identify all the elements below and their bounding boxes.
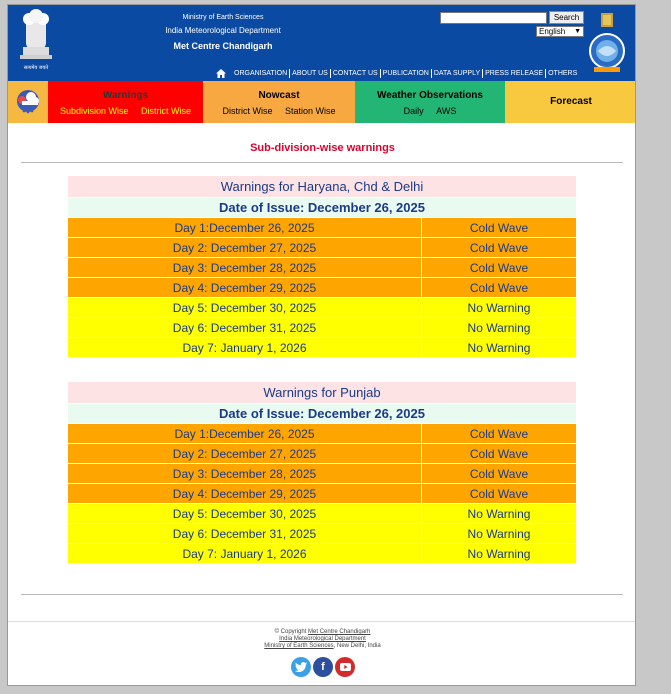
nav-press-release[interactable]: PRESS RELEASE — [483, 69, 546, 78]
menu-nowcast-title[interactable]: Nowcast — [258, 90, 300, 101]
day-cell: Day 5: December 30, 2025 — [68, 504, 422, 524]
warnings-table-punjab — [67, 381, 577, 564]
table-row — [68, 258, 577, 278]
ministry-name: Ministry of Earth Sciences — [182, 14, 264, 21]
nav-about-us[interactable]: ABOUT US — [290, 69, 331, 78]
centre-name: Met Centre Chandigarh — [173, 41, 273, 51]
table-row — [68, 504, 577, 524]
table-row — [68, 464, 577, 484]
top-navigation — [216, 67, 579, 79]
warnings-table-haryana — [67, 175, 577, 358]
language-value: English — [539, 27, 566, 36]
warning-cell: Cold Wave — [422, 218, 577, 238]
warning-cell: Cold Wave — [422, 484, 577, 504]
menu-weather-icon[interactable] — [8, 81, 48, 123]
chevron-down-icon: ▼ — [574, 28, 581, 35]
copyright-prefix: © Copyright — [274, 629, 307, 635]
table-row — [68, 484, 577, 504]
table-title: Warnings for Haryana, Chd & Delhi — [68, 176, 577, 198]
warning-cell: Cold Wave — [422, 464, 577, 484]
youtube-icon[interactable] — [335, 657, 355, 677]
warning-cell: Cold Wave — [422, 238, 577, 258]
warning-cell: Cold Wave — [422, 444, 577, 464]
table-row — [68, 544, 577, 564]
warning-cell: Cold Wave — [422, 258, 577, 278]
department-name: India Meteorological Department — [165, 26, 281, 35]
warning-cell: No Warning — [422, 298, 577, 318]
warning-cell: No Warning — [422, 504, 577, 524]
warning-cell: No Warning — [422, 338, 577, 358]
menu-warnings[interactable] — [48, 81, 203, 123]
day-cell: Day 6: December 31, 2025 — [68, 524, 422, 544]
day-cell: Day 3: December 28, 2025 — [68, 464, 422, 484]
table-row — [68, 444, 577, 464]
warning-cell: No Warning — [422, 318, 577, 338]
menu-observations-aws[interactable]: AWS — [436, 106, 457, 116]
warning-cell: Cold Wave — [422, 278, 577, 298]
copyright-link[interactable]: Met Centre Chandigarh — [308, 629, 371, 635]
day-cell: Day 1:December 26, 2025 — [68, 424, 422, 444]
nav-data-supply[interactable]: DATA SUPPLY — [432, 69, 483, 78]
day-cell: Day 2: December 27, 2025 — [68, 238, 422, 258]
search-input[interactable] — [440, 12, 547, 24]
divider — [8, 621, 636, 622]
nav-contact-us[interactable]: CONTACT US — [331, 69, 381, 78]
facebook-icon[interactable]: f — [313, 657, 333, 677]
main-menu — [8, 81, 636, 123]
day-cell: Day 7: January 1, 2026 — [68, 544, 422, 564]
nav-others[interactable]: OTHERS — [548, 69, 578, 77]
day-cell: Day 6: December 31, 2025 — [68, 318, 422, 338]
page-title: Sub-division-wise warnings — [250, 142, 395, 154]
day-cell: Day 4: December 29, 2025 — [68, 484, 422, 504]
issue-date: Date of Issue: December 26, 2025 — [68, 404, 577, 424]
menu-subdivision-wise[interactable]: Subdivision Wise — [59, 106, 129, 116]
menu-weather-observations[interactable] — [355, 81, 505, 123]
table-row — [68, 298, 577, 318]
menu-nowcast-station-wise[interactable]: Station Wise — [284, 106, 336, 116]
menu-nowcast[interactable] — [203, 81, 355, 123]
search-button[interactable]: Search — [549, 11, 584, 24]
nav-publication[interactable]: PUBLICATION — [381, 69, 432, 78]
imd-logo — [588, 11, 626, 73]
menu-forecast[interactable] — [505, 81, 636, 123]
national-emblem — [14, 7, 58, 75]
divider — [21, 594, 623, 595]
twitter-icon[interactable] — [291, 657, 311, 677]
page — [7, 4, 636, 686]
footer — [8, 629, 636, 650]
issue-date: Date of Issue: December 26, 2025 — [68, 198, 577, 218]
table-row — [68, 278, 577, 298]
table-title: Warnings for Punjab — [68, 382, 577, 404]
table-row — [68, 338, 577, 358]
language-select[interactable] — [536, 26, 584, 37]
table-row — [68, 424, 577, 444]
social-links — [291, 657, 355, 677]
cloud-rain-icon — [8, 81, 48, 123]
warning-cell: Cold Wave — [422, 424, 577, 444]
table-row — [68, 238, 577, 258]
nav-organisation[interactable]: ORGANISATION — [232, 69, 290, 78]
divider — [21, 162, 623, 163]
emblem-caption: सत्यमेव जयते — [23, 65, 49, 71]
warning-cell: No Warning — [422, 524, 577, 544]
table-row — [68, 524, 577, 544]
table-row — [68, 318, 577, 338]
footer-location: , New Delhi, India — [333, 643, 381, 649]
site-header — [8, 5, 636, 81]
home-icon[interactable] — [216, 69, 226, 78]
day-cell: Day 2: December 27, 2025 — [68, 444, 422, 464]
menu-district-wise[interactable]: District Wise — [141, 106, 192, 116]
menu-nowcast-district-wise[interactable]: District Wise — [222, 106, 273, 116]
day-cell: Day 5: December 30, 2025 — [68, 298, 422, 318]
menu-observations-title[interactable]: Weather Observations — [377, 90, 483, 101]
day-cell: Day 1:December 26, 2025 — [68, 218, 422, 238]
footer-imd-link[interactable]: India Meteorological Department — [279, 636, 366, 642]
day-cell: Day 7: January 1, 2026 — [68, 338, 422, 358]
menu-forecast-title[interactable]: Forecast — [550, 96, 592, 107]
table-row — [68, 218, 577, 238]
menu-observations-daily[interactable]: Daily — [403, 106, 424, 116]
footer-ministry-link[interactable]: Ministry of Earth Sciences — [264, 643, 334, 649]
header-titles — [88, 13, 358, 53]
day-cell: Day 3: December 28, 2025 — [68, 258, 422, 278]
menu-warnings-title[interactable]: Warnings — [102, 90, 149, 101]
warning-cell: No Warning — [422, 544, 577, 564]
day-cell: Day 4: December 29, 2025 — [68, 278, 422, 298]
